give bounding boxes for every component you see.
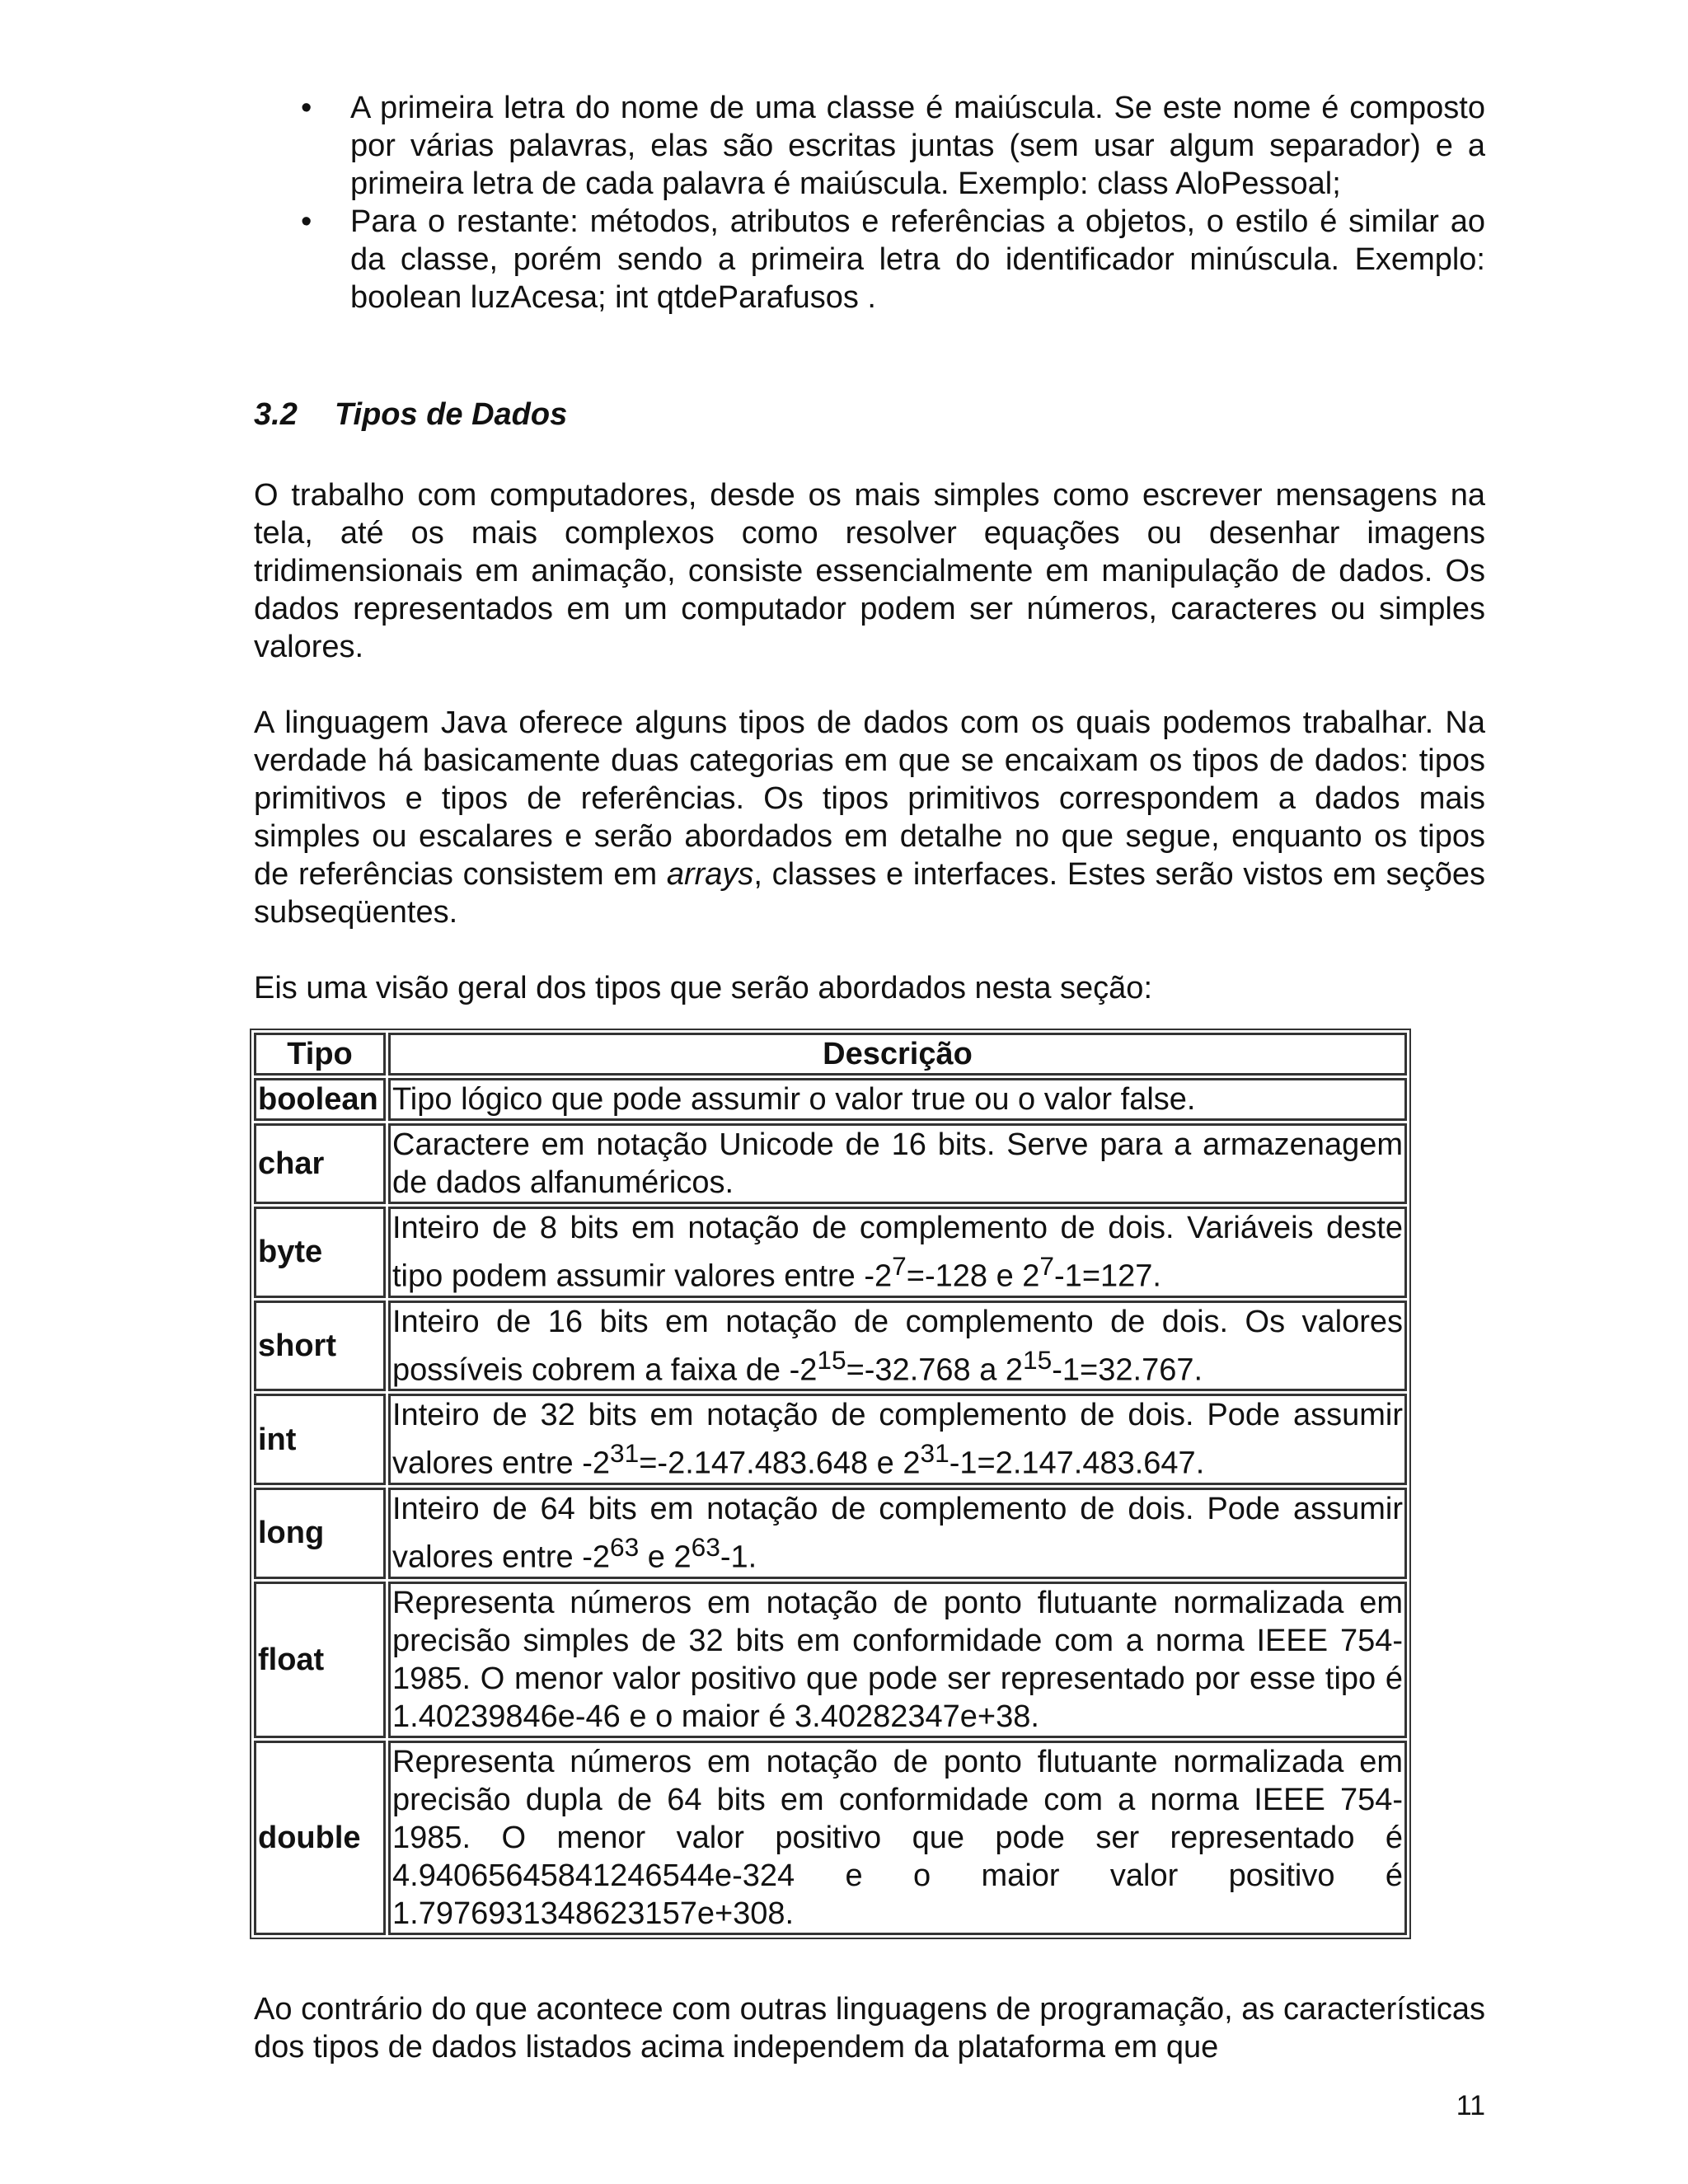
description-cell: Inteiro de 64 bits em notação de complemento de dois. Pode assumir valores entre $-2^{63}$ e $2^{63}-1$. bbox=[388, 1488, 1407, 1579]
description-cell: Representa números em notação de ponto flutuante normalizada em precisão dupla de 64 bits em conformidade com a norma IEEE 754-1985. O menor valor positivo que pode ser representado é 4.94065645841246544e-324 e o maior valor positivo é 1.7976931348623157e+308. bbox=[388, 1741, 1407, 1935]
list-item: • A primeira letra do nome de uma classe é maiúscula. Se este nome é composto por várias palavras, elas são escritas juntas (sem usar algum separador) e a primeira letra de cada palavra é maiúscula. Exemplo: class AloPessoal; bbox=[301, 91, 1485, 201]
table-header-row bbox=[254, 1033, 1407, 1076]
arrays-term: arrays bbox=[666, 857, 754, 892]
description-cell: Caractere em notação Unicode de 16 bits. Serve para a armazenagem de dados alfanuméricos. bbox=[388, 1123, 1407, 1204]
type-cell: long bbox=[254, 1488, 386, 1579]
table-row bbox=[254, 1582, 1407, 1738]
type-cell: float bbox=[254, 1582, 386, 1738]
type-cell: short bbox=[254, 1301, 386, 1392]
description-cell: Representa números em notação de ponto flutuante normalizada em precisão simples de 32 bits em conformidade com a norma IEEE 754-1985. O menor valor positivo que pode ser representado por esse tipo é 1.40239846e-46 e o maior é 3.40282347e+38. bbox=[388, 1582, 1407, 1738]
table-row bbox=[254, 1741, 1407, 1935]
type-cell: byte bbox=[254, 1207, 386, 1298]
header-type: Tipo bbox=[254, 1033, 386, 1076]
section-heading bbox=[254, 396, 1485, 434]
section-number: 3.2 bbox=[254, 397, 298, 432]
table-row bbox=[254, 1394, 1407, 1485]
type-cell: double bbox=[254, 1741, 386, 1935]
type-cell: int bbox=[254, 1394, 386, 1485]
table-row bbox=[254, 1123, 1407, 1204]
header-description: Descrição bbox=[388, 1033, 1407, 1076]
description-cell: Inteiro de 32 bits em notação de complemento de dois. Pode assumir valores entre $-2^{31}=-2.147.483.648$ e $2^{31}-1=2.147.483.647$. bbox=[388, 1394, 1407, 1485]
data-types-table bbox=[250, 1029, 1411, 1939]
page-content bbox=[254, 89, 1485, 2066]
paragraph-platform: Ao contrário do que acontece com outras linguagens de programação, as características dos tipos de dados listados acima independem da plataforma em que bbox=[254, 1991, 1485, 2064]
naming-conventions-list bbox=[254, 89, 1485, 316]
table-row bbox=[254, 1207, 1407, 1298]
list-item: • Para o restante: métodos, atributos e referências a objetos, o estilo é similar ao da classe, porém sendo a primeira letra do identificador minúscula. Exemplo: boolean luzAcesa; int qtdeParafusos . bbox=[301, 204, 1485, 315]
description-cell: Inteiro de 16 bits em notação de complemento de dois. Os valores possíveis cobrem a faixa de $-2^{15}=-32.768$ a $2^{15}-1=32.767$. bbox=[388, 1301, 1407, 1392]
paragraph-data-intro: O trabalho com computadores, desde os mais simples como escrever mensagens na tela, até os mais complexos como resolver equações ou desenhar imagens tridimensionais em animação, consiste essencialmente em manipulação de dados. Os dados representados em um computador podem ser números, caracteres ou simples valores. bbox=[254, 478, 1485, 664]
bullet-icon: • bbox=[301, 91, 312, 125]
bullet-icon: • bbox=[301, 204, 312, 239]
type-cell: boolean bbox=[254, 1078, 386, 1121]
type-cell: char bbox=[254, 1123, 386, 1204]
page-number: 11 bbox=[1456, 2090, 1485, 2121]
section-title: Tipos de Dados bbox=[335, 397, 568, 432]
paragraph-java-types: A linguagem Java oferece alguns tipos de dados com os quais podemos trabalhar. Na verdade há basicamente duas categorias em que se encaixam os tipos de dados: tipos primitivos e tipos de referências. Os tipos primitivos correspondem a dados mais simples ou escalares e serão abordados em detalhe no que segue, enquanto os tipos de referências consistem em arrays, classes e interfaces. Estes serão vistos em seções subseqüentes. bbox=[254, 705, 1485, 930]
description-cell: Tipo lógico que pode assumir o valor true ou o valor false. bbox=[388, 1078, 1407, 1121]
table-row bbox=[254, 1488, 1407, 1579]
paragraph-overview: Eis uma visão geral dos tipos que serão abordados nesta seção: bbox=[254, 971, 1152, 1005]
table-row bbox=[254, 1301, 1407, 1392]
description-cell: Inteiro de 8 bits em notação de complemento de dois. Variáveis deste tipo podem assumir valores entre $-2^7=-128$ e $2^7-1=127$. bbox=[388, 1207, 1407, 1298]
table-row bbox=[254, 1078, 1407, 1121]
